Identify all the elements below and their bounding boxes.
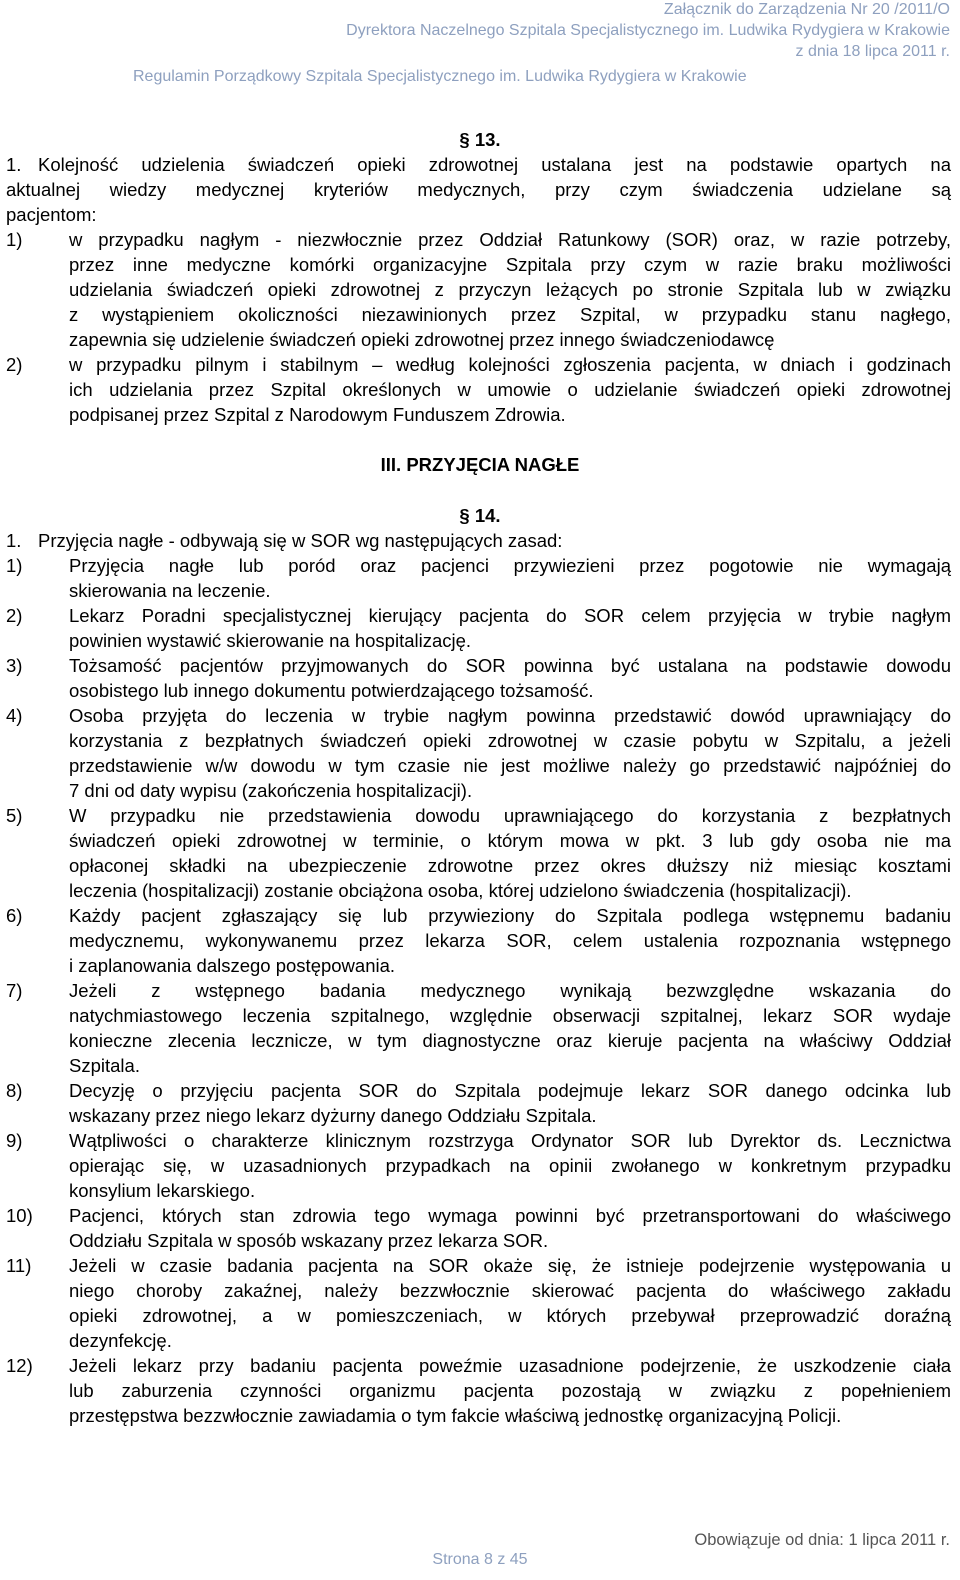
s14-item-line: opieki zdrowotnej, a w pomieszczeniach, w których przebywał przeprowadzić doraźną: [69, 1305, 951, 1326]
s14-item-number: 10): [6, 1205, 33, 1226]
s13-item-1-line: przez inne medyczne komórki organizacyjne Szpitala przy czym w razie braku możliwości: [69, 254, 951, 275]
s14-item-line: Szpitala.: [69, 1055, 140, 1076]
s14-item-line: korzystania z bezpłatnych świadczeń opieki zdrowotnej w czasie pobytu w Szpitalu, a jeżeli: [69, 730, 951, 751]
s14-item-line: świadczeń opieki zdrowotnej w terminie, o którym mowa w pkt. 3 lub gdy osoba nie ma: [69, 830, 951, 851]
chapter-heading: III. PRZYJĘCIA NAGŁE: [380, 454, 580, 475]
s14-item-line: opierając się, w uzasadnionych przypadkach na opinii zwołanego w konkretnym przypadku: [69, 1155, 951, 1176]
s14-item-line: Oddziału Szpitala w sposób wskazany przez lekarza SOR.: [69, 1230, 549, 1251]
s14-item-number: 1): [6, 555, 23, 576]
s14-item-line: konieczne zlecenia lecznicze, w tym diagnostyczne oraz kieruje pacjenta na właściwy Oddział: [69, 1030, 951, 1051]
s13-p1-line: pacjentom:: [6, 204, 97, 225]
section-14-heading: § 14.: [459, 505, 501, 526]
s14-item-line: W przypadku nie przedstawienia dowodu uprawniającego do korzystania z bezpłatnych: [69, 805, 951, 826]
s14-item-number: 3): [6, 655, 23, 676]
s14-item-line: skierowania na leczenie.: [69, 580, 271, 601]
header-attachment-line: Załącznik do Zarządzenia Nr 20 /2011/O: [663, 1, 950, 18]
s14-item-line: Jeżeli lekarz przy badaniu pacjenta poweźmie uzasadnione podejrzenie, że uszkodzenie ciała: [69, 1355, 951, 1376]
s14-item-line: leczenia (hospitalizacji) zostanie obciążona osoba, której udzielono świadczenia (hospitalizacji).: [69, 880, 852, 901]
s13-item-1-line: zapewnia się udzielenie świadczeń opieki zdrowotnej przez innego świadczeniodawcę: [69, 329, 775, 350]
s14-item-line: dezynfekcję.: [69, 1330, 172, 1351]
header-regulation-title: Regulamin Porządkowy Szpitala Specjalistycznego im. Ludwika Rydygiera w Krakowie: [133, 68, 747, 85]
s14-item-number: 5): [6, 805, 23, 826]
s13-item-1-line: udzielania świadczeń opieki zdrowotnej z przyczyn leżących po stronie Szpitala lub w związku: [69, 279, 951, 300]
s14-item-line: Jeżeli w czasie badania pacjenta na SOR okaże się, że istnieje podejrzenie występowania u: [69, 1255, 951, 1276]
s14-item-line: Osoba przyjęta do leczenia w trybie nagłym powinna przedstawić dowód uprawniający do: [69, 705, 951, 726]
s14-item-line: konsylium lekarskiego.: [69, 1180, 256, 1201]
s14-item-number: 8): [6, 1080, 23, 1101]
s14-item-line: osobistego lub innego dokumentu potwierdzającego tożsamość.: [69, 680, 594, 701]
s13-item-1-number: 1): [6, 229, 23, 250]
footer-page-number: Strona 8 z 45: [432, 1551, 528, 1568]
s14-item-number: 12): [6, 1355, 33, 1376]
s13-p1-number: 1.: [6, 154, 22, 175]
s14-p1-line: Przyjęcia nagłe - odbywają się w SOR wg następujących zasad:: [38, 530, 563, 551]
s13-item-1-line: w przypadku nagłym - niezwłocznie przez Oddział Ratunkowy (SOR) oraz, w razie potrzeby,: [69, 229, 951, 250]
s13-item-2-line: ich udzielania przez Szpital określonych w umowie o udzielanie świadczeń opieki zdrowotnej: [69, 379, 951, 400]
s14-p1-number: 1.: [6, 530, 22, 551]
s14-item-line: Przyjęcia nagłe lub poród oraz pacjenci przywiezieni przez pogotowie nie wymagają: [69, 555, 951, 576]
s14-item-number: 6): [6, 905, 23, 926]
s14-item-line: lub zaburzenia czynności organizmu pacjenta pozostają w związku z popełnieniem: [69, 1380, 951, 1401]
s13-item-2-line: podpisanej przez Szpital z Narodowym Funduszem Zdrowia.: [69, 404, 566, 425]
s13-item-2-number: 2): [6, 354, 23, 375]
s14-item-number: 4): [6, 705, 23, 726]
s14-item-line: 7 dni od daty wypisu (zakończenia hospitalizacji).: [69, 780, 473, 801]
s14-item-line: przestępstwa bezzwłocznie zawiadamia o tym fakcie właściwą jednostkę organizacyjną Policji.: [69, 1405, 842, 1426]
s14-item-line: opłaconej składki na ubezpieczenie zdrowotne przez okres dłuższy niż miesiąc kosztami: [69, 855, 951, 876]
s14-item-line: wskazany przez niego lekarz dyżurny danego Oddziału Szpitala.: [69, 1105, 597, 1126]
s14-item-line: i zaplanowania dalszego postępowania.: [69, 955, 396, 976]
s14-item-line: Lekarz Poradni specjalistycznej kierujący pacjenta do SOR celem przyjęcia w trybie nagłym: [69, 605, 951, 626]
s14-item-number: 11): [6, 1255, 32, 1276]
s14-item-line: niego choroby zakaźnej, należy bezzwłocznie skierować pacjenta do właściwego zakładu: [69, 1280, 951, 1301]
s14-item-line: Każdy pacjent zgłaszający się lub przywieziony do Szpitala podlega wstępnemu badaniu: [69, 905, 951, 926]
s14-item-line: przedstawienie w/w dowodu w tym czasie nie jest możliwe należy go przedstawić najpóźniej do: [69, 755, 951, 776]
s14-item-line: Wątpliwości o charakterze klinicznym rozstrzyga Ordynator SOR lub Dyrektor ds. Lecznictwa: [69, 1130, 951, 1151]
s14-item-line: Pacjenci, których stan zdrowia tego wymaga powinni być przetransportowani do właściwego: [69, 1205, 951, 1226]
section-13-heading: § 13.: [459, 129, 501, 150]
s14-item-number: 2): [6, 605, 23, 626]
s13-item-1-line: z wystąpieniem okoliczności niezawinionych przez Szpital, w przypadku stanu nagłego,: [69, 304, 951, 325]
s14-item-line: Jeżeli z wstępnego badania medycznego wynikają bezwzględne wskazania do: [69, 980, 951, 1001]
s14-item-line: Tożsamość pacjentów przyjmowanych do SOR powinna być ustalana na podstawie dowodu: [69, 655, 951, 676]
s14-item-number: 9): [6, 1130, 23, 1151]
s13-p1-line: Kolejność udzielenia świadczeń opieki zdrowotnej ustalana jest na podstawie opartych na: [38, 154, 951, 175]
s14-item-line: powinien wystawić skierowanie na hospitalizację.: [69, 630, 472, 651]
header-date-line: z dnia 18 lipca 2011 r.: [795, 43, 950, 60]
s14-item-line: Decyzję o przyjęciu pacjenta SOR do Szpitala podejmuje lekarz SOR danego odcinka lub: [69, 1080, 951, 1101]
s13-item-2-line: w przypadku pilnym i stabilnym – według kolejności zgłoszenia pacjenta, w dniach i godzinach: [69, 354, 951, 375]
s13-p1-line: aktualnej wiedzy medycznej kryteriów medycznych, przy czym świadczenia udzielane są: [6, 179, 951, 200]
s14-item-line: medycznemu, wykonywanemu przez lekarza SOR, celem ustalenia rozpoznania wstępnego: [69, 930, 951, 951]
header-director-line: Dyrektora Naczelnego Szpitala Specjalistycznego im. Ludwika Rydygiera w Krakowie: [346, 22, 950, 39]
footer-effective-date: Obowiązuje od dnia: 1 lipca 2011 r.: [694, 1531, 950, 1549]
s14-item-number: 7): [6, 980, 23, 1001]
s14-item-line: natychmiastowego leczenia szpitalnego, względnie obserwacji szpitalnej, lekarz SOR wydaje: [69, 1005, 951, 1026]
